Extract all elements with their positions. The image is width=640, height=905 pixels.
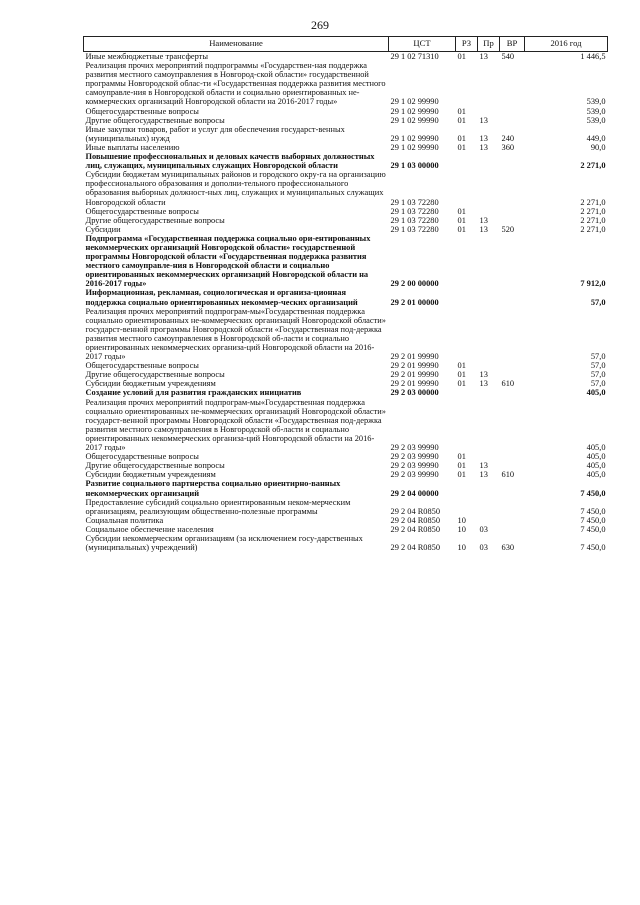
row-rz: 10 <box>457 543 466 553</box>
row-vr <box>500 370 525 379</box>
row-vr: 240 <box>501 133 515 143</box>
row-pr: 13 <box>479 142 488 152</box>
row-cst: 29 2 03 99990 <box>390 470 439 480</box>
row-sum: 7 450,0 <box>580 506 606 516</box>
row-sum: 405,0 <box>586 388 606 398</box>
row-name: Другие общегосударственные вопросы <box>85 461 225 471</box>
row-rz: 01 <box>457 370 466 380</box>
row-pr <box>478 361 500 370</box>
table-row <box>84 288 608 306</box>
row-cst: 29 1 02 99990 <box>390 115 439 125</box>
table-row <box>84 461 608 470</box>
row-sum: 405,0 <box>586 443 606 453</box>
row-name: Общегосударственные вопросы <box>85 206 199 216</box>
row-sum: 7 450,0 <box>580 515 606 525</box>
row-rz <box>456 398 478 453</box>
row-vr <box>500 234 525 289</box>
header-year: 2016 год <box>525 37 608 52</box>
table-row <box>84 452 608 461</box>
row-vr: 520 <box>501 224 515 234</box>
row-rz <box>456 479 478 497</box>
row-vr <box>500 207 525 216</box>
row-cst: 29 1 02 99990 <box>390 133 439 143</box>
row-vr <box>500 461 525 470</box>
row-vr: 630 <box>501 543 515 553</box>
row-sum: 405,0 <box>586 452 606 462</box>
row-pr <box>478 107 500 116</box>
row-name: Общегосударственные вопросы <box>85 361 199 371</box>
row-name: Субсидии бюджетам муниципальных районов и городского окру-га на организацию профессионального образования и дополни-тельного профессионального образования выборных должност-ных лиц, служащих и муниципальных служащих Новгородской области <box>85 170 386 207</box>
row-pr: 03 <box>479 524 488 534</box>
row-sum: 2 271,0 <box>580 224 606 234</box>
row-cst: 29 2 01 99990 <box>390 352 439 362</box>
row-rz: 10 <box>457 515 466 525</box>
row-rz <box>456 234 478 289</box>
table-row <box>84 216 608 225</box>
row-pr <box>478 234 500 289</box>
row-vr <box>500 216 525 225</box>
row-cst: 29 2 04 00000 <box>390 488 439 498</box>
row-cst: 29 1 03 00000 <box>390 161 439 171</box>
row-rz: 01 <box>457 106 466 116</box>
table-row <box>84 234 608 289</box>
table-row <box>84 361 608 370</box>
row-pr <box>478 516 500 525</box>
row-cst: 29 1 03 72280 <box>390 206 439 216</box>
row-rz: 01 <box>457 470 466 480</box>
row-name: Социальная политика <box>85 515 164 525</box>
row-vr <box>500 288 525 306</box>
row-name: Другие общегосударственные вопросы <box>85 115 225 125</box>
row-name: Реализация прочих мероприятий подпрограммы «Государствен-ная поддержка развития местного самоуправления в Новгород-ской области» государственной программы Новгородской облас-ти «Государственная поддержка развития местного самоуправле-ния в Новгородской области и социально ориентированных не-коммерческих организаций Новгородской области на 2016-2017 годы» <box>85 61 386 107</box>
row-rz: 01 <box>457 452 466 462</box>
row-sum: 2 271,0 <box>580 197 606 207</box>
row-vr <box>500 116 525 125</box>
row-name: Общегосударственные вопросы <box>85 452 199 462</box>
row-vr <box>500 498 525 516</box>
row-sum: 57,0 <box>590 379 606 389</box>
row-cst: 29 2 01 99990 <box>390 379 439 389</box>
row-pr: 13 <box>479 115 488 125</box>
row-rz: 01 <box>457 52 466 61</box>
row-sum: 57,0 <box>590 297 606 307</box>
row-pr: 13 <box>479 470 488 480</box>
row-vr <box>500 516 525 525</box>
table-body <box>84 52 608 553</box>
row-cst: 29 2 04 R0850 <box>390 506 441 516</box>
row-cst: 29 1 03 72280 <box>390 197 439 207</box>
table-row <box>84 398 608 453</box>
row-cst: 29 2 01 00000 <box>390 297 439 307</box>
row-pr <box>478 479 500 497</box>
row-name: Другие общегосударственные вопросы <box>85 370 225 380</box>
row-vr <box>500 307 525 362</box>
table-row <box>84 388 608 397</box>
budget-table <box>83 36 608 552</box>
row-rz <box>456 498 478 516</box>
row-rz: 01 <box>457 461 466 471</box>
table-header-row <box>84 37 608 52</box>
row-rz: 10 <box>457 524 466 534</box>
row-rz: 01 <box>457 142 466 152</box>
row-cst: 29 1 02 71310 <box>390 52 439 61</box>
row-rz: 01 <box>457 115 466 125</box>
row-name: Субсидии <box>85 224 121 234</box>
header-rz: РЗ <box>456 37 478 52</box>
row-name: Повышение профессиональных и деловых качеств выборных должностных лиц, служащих, муниципальных служащих Новгородской области <box>85 152 375 171</box>
row-pr <box>478 61 500 106</box>
table-row <box>84 52 608 62</box>
row-name: Социальное обеспечение населения <box>85 524 214 534</box>
row-pr <box>478 152 500 170</box>
row-name: Предоставление субсидий социально ориентированным неком-мерческим организациям, реализующим общественно-полезные программы <box>85 497 351 516</box>
row-sum: 57,0 <box>590 352 606 362</box>
row-cst: 29 2 03 99990 <box>390 452 439 462</box>
row-vr: 610 <box>501 470 515 480</box>
table-row <box>84 498 608 516</box>
table-row <box>84 307 608 362</box>
row-vr <box>500 525 525 534</box>
table-row <box>84 379 608 388</box>
table-row <box>84 370 608 379</box>
row-sum: 7 450,0 <box>580 488 606 498</box>
row-sum: 57,0 <box>590 361 606 371</box>
row-sum: 7 450,0 <box>580 543 606 553</box>
row-name: Общегосударственные вопросы <box>85 106 199 116</box>
row-name: Подпрограмма «Государственная поддержка социально ори-ентированных некоммерческих организаций Новгородской области» государственной программы Новгородской области «Государственная поддержка развития местного самоуправле-ния в Новгородской области и социально ориентированных некоммерческих организаций Новгородской области на 2016-2017 годы» <box>85 233 371 289</box>
row-cst: 29 2 04 R0850 <box>390 543 441 553</box>
header-pr: Пр <box>478 37 500 52</box>
row-pr: 13 <box>479 52 488 61</box>
row-name: Реализация прочих мероприятий подпрограм-мы«Государственная поддержка социально ориентированных не-коммерческих организаций Новгородской области» государст-венной программы Новгородской области «Государственная под-держка развития местного самоуправления в Новгородской об-ласти и социально ориентированных некоммерческих организа-ций Новгородской области на 2016-2017 годы» <box>85 397 386 453</box>
table-row <box>84 143 608 152</box>
row-pr <box>478 307 500 362</box>
table-row <box>84 225 608 234</box>
row-pr <box>478 207 500 216</box>
row-rz <box>456 288 478 306</box>
row-vr <box>500 452 525 461</box>
row-name: Развитие социального партнерства социально ориентирно-ванных некоммерческих организаций <box>85 479 341 498</box>
row-rz <box>456 170 478 206</box>
table-row <box>84 207 608 216</box>
row-vr <box>500 107 525 116</box>
row-vr <box>500 361 525 370</box>
row-vr <box>500 398 525 453</box>
row-sum: 405,0 <box>586 470 606 480</box>
row-pr <box>478 170 500 206</box>
table-row <box>84 170 608 206</box>
row-pr: 13 <box>479 379 488 389</box>
row-rz <box>456 152 478 170</box>
row-name: Иные межбюджетные трансферты <box>85 52 208 61</box>
row-cst: 29 1 02 99990 <box>390 142 439 152</box>
table-row <box>84 61 608 106</box>
row-rz: 01 <box>457 133 466 143</box>
row-pr <box>478 452 500 461</box>
header-name: Наименование <box>84 37 389 52</box>
row-cst: 29 1 03 72280 <box>390 215 439 225</box>
row-pr <box>478 288 500 306</box>
table-row <box>84 125 608 143</box>
row-pr <box>478 498 500 516</box>
row-sum: 57,0 <box>590 370 606 380</box>
row-pr: 13 <box>479 224 488 234</box>
row-vr <box>500 152 525 170</box>
row-cst: 29 2 03 00000 <box>390 388 439 398</box>
row-vr <box>500 479 525 497</box>
row-sum: 2 271,0 <box>580 206 606 216</box>
row-cst: 29 1 02 99990 <box>390 106 439 116</box>
row-vr: 610 <box>501 379 515 389</box>
row-sum: 90,0 <box>590 142 606 152</box>
row-cst: 29 2 01 99990 <box>390 361 439 371</box>
row-sum: 539,0 <box>586 115 606 125</box>
row-pr <box>478 398 500 453</box>
row-rz: 01 <box>457 361 466 371</box>
row-name: Субсидии бюджетным учреждениям <box>85 379 216 389</box>
row-sum: 405,0 <box>586 461 606 471</box>
row-rz: 01 <box>457 215 466 225</box>
row-sum: 449,0 <box>586 133 606 143</box>
row-sum: 7 450,0 <box>580 524 606 534</box>
row-name: Информационная, рекламная, социологическая и организа-ционная поддержка социально ориентированных некоммер-ческих организаций <box>85 288 358 307</box>
row-cst: 29 2 03 99990 <box>390 443 439 453</box>
row-name: Создание условий для развития гражданских инициатив <box>85 388 302 398</box>
row-pr: 13 <box>479 215 488 225</box>
table-row <box>84 116 608 125</box>
row-rz: 01 <box>457 206 466 216</box>
page-number: 269 <box>311 18 329 32</box>
row-name: Иные закупки товаров, работ и услуг для обеспечения государст-венных (муниципальных) нужд <box>85 124 345 143</box>
table-row <box>84 107 608 116</box>
row-name: Иные выплаты населению <box>85 142 180 152</box>
row-vr <box>500 170 525 206</box>
row-cst: 29 2 04 R0850 <box>390 524 441 534</box>
row-rz: 01 <box>457 379 466 389</box>
header-cst: ЦСТ <box>389 37 456 52</box>
row-rz: 01 <box>457 224 466 234</box>
row-name: Субсидии бюджетным учреждениям <box>85 470 216 480</box>
row-cst: 29 2 03 99990 <box>390 461 439 471</box>
row-cst: 29 2 01 99990 <box>390 370 439 380</box>
row-vr <box>500 388 525 397</box>
row-rz <box>456 61 478 106</box>
row-sum: 2 271,0 <box>580 161 606 171</box>
row-sum: 1 446,5 <box>580 52 606 61</box>
table-row <box>84 525 608 534</box>
row-pr <box>478 388 500 397</box>
header-vr: ВР <box>500 37 525 52</box>
row-cst: 29 2 00 00000 <box>390 279 439 289</box>
row-pr: 13 <box>479 370 488 380</box>
table-row <box>84 534 608 552</box>
row-cst: 29 2 04 R0850 <box>390 515 441 525</box>
row-sum: 539,0 <box>586 106 606 116</box>
row-vr: 360 <box>501 142 515 152</box>
table-row <box>84 479 608 497</box>
row-sum: 539,0 <box>586 97 606 107</box>
row-cst: 29 1 03 72280 <box>390 224 439 234</box>
row-sum: 7 912,0 <box>580 279 606 289</box>
table-row <box>84 152 608 170</box>
table-row <box>84 470 608 479</box>
row-sum: 2 271,0 <box>580 215 606 225</box>
row-pr: 13 <box>479 461 488 471</box>
row-rz <box>456 388 478 397</box>
row-pr: 13 <box>479 133 488 143</box>
row-vr: 540 <box>501 52 515 61</box>
row-name: Реализация прочих мероприятий подпрограм-мы«Государственная поддержка социально ориентированных не-коммерческих организаций Новгородской области» государст-венной программы Новгородской области «Государственная под-держка развития местного самоуправления в Новгородской об-ласти и социально ориентированных некоммерческих организа-ций Новгородской области на 2016-2017 годы» <box>85 306 386 362</box>
row-name: Другие общегосударственные вопросы <box>85 215 225 225</box>
row-rz <box>456 307 478 362</box>
row-vr <box>500 61 525 106</box>
row-pr: 03 <box>479 543 488 553</box>
row-cst: 29 1 02 99990 <box>390 97 439 107</box>
table-row <box>84 516 608 525</box>
row-name: Субсидии некоммерческим организациям (за исключением госу-дарственных (муниципальных) учреждений) <box>85 533 363 553</box>
